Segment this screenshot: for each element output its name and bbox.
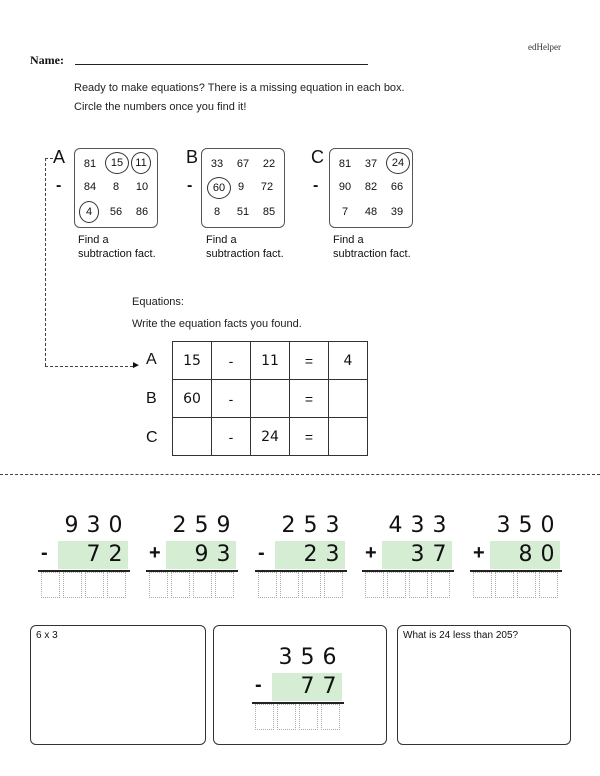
puzzle-c-hint (333, 233, 411, 261)
equations-title: Equations: (132, 296, 184, 308)
digit: 3 (496, 513, 511, 538)
name-label: Name: (30, 53, 64, 67)
connector-vertical (45, 158, 46, 366)
answer-box[interactable] (149, 572, 168, 598)
puzzle-a-number[interactable]: 84 (83, 181, 97, 193)
answer-box[interactable] (255, 704, 274, 730)
digit: 3 (410, 513, 425, 538)
equation-cell[interactable]: - (212, 342, 251, 380)
equation-row-label-a: A (146, 351, 157, 368)
answer-box[interactable] (387, 572, 406, 598)
brand-label: edHelper (528, 42, 561, 52)
puzzle-a-number-circled[interactable]: 11 (131, 152, 151, 174)
digit: 4 (388, 513, 403, 538)
digit: 8 (518, 542, 533, 567)
puzzle-b-grid (201, 148, 285, 228)
puzzle-c-grid (329, 148, 413, 228)
digit: 6 (322, 645, 337, 670)
digit: 3 (432, 513, 447, 538)
puzzle-a-number[interactable]: 86 (135, 206, 149, 218)
answer-box[interactable] (539, 572, 558, 598)
problem-4 (362, 511, 457, 596)
digit: 5 (518, 513, 533, 538)
puzzle-c-number[interactable]: 37 (364, 158, 378, 170)
digit: 3 (216, 542, 231, 567)
equation-cell[interactable] (173, 418, 212, 456)
equation-row-b (173, 380, 368, 418)
digit: 0 (540, 513, 555, 538)
instruction-line-2: Circle the numbers once you find it! (74, 101, 247, 113)
operator: + (473, 542, 485, 564)
connector-top (45, 158, 53, 159)
multiplication-prompt: 6 x 3 (36, 630, 58, 641)
puzzle-b-number[interactable]: 51 (236, 206, 250, 218)
equations-subtitle: Write the equation facts you found. (132, 318, 302, 330)
digit: 3 (410, 542, 425, 567)
digit: 7 (86, 542, 101, 567)
puzzle-b-hint-line-2: subtraction fact. (206, 248, 284, 260)
subtraction-box (213, 625, 387, 745)
digit: 0 (540, 542, 555, 567)
puzzle-b-number[interactable]: 33 (210, 158, 224, 170)
answer-box[interactable] (193, 572, 212, 598)
digit: 2 (172, 513, 187, 538)
digit: 2 (303, 542, 318, 567)
digit: 3 (278, 645, 293, 670)
equation-row-c (173, 418, 368, 456)
puzzle-a-hint (78, 233, 156, 261)
puzzle-a-number[interactable]: 56 (109, 206, 123, 218)
answer-box[interactable] (215, 572, 234, 598)
answer-box[interactable] (324, 572, 343, 598)
equation-cell[interactable]: = (290, 380, 329, 418)
equation-cell[interactable]: - (212, 418, 251, 456)
equation-cell[interactable]: 4 (329, 342, 368, 380)
puzzle-c-number[interactable]: 82 (364, 181, 378, 193)
digit: 9 (64, 513, 79, 538)
answer-box[interactable] (280, 572, 299, 598)
middle-problem (252, 643, 347, 728)
equation-cell[interactable]: 11 (251, 342, 290, 380)
puzzle-b-letter: B (186, 147, 199, 167)
equation-cell[interactable]: - (212, 380, 251, 418)
answer-box[interactable] (171, 572, 190, 598)
answer-box[interactable] (299, 704, 318, 730)
equation-row-label-c: C (146, 429, 158, 446)
puzzle-b-minus: - (187, 177, 193, 194)
puzzle-a-hint-line-2: subtraction fact. (78, 248, 156, 260)
puzzle-a-number-circled[interactable]: 4 (79, 201, 99, 223)
puzzle-c-number[interactable]: 66 (390, 181, 404, 193)
puzzle-a-grid (74, 148, 158, 228)
answer-box[interactable] (409, 572, 428, 598)
name-line[interactable] (75, 64, 368, 65)
puzzle-c-letter: C (311, 147, 324, 167)
digit: 5 (300, 645, 315, 670)
digit: 3 (325, 542, 340, 567)
digit: 2 (281, 513, 296, 538)
puzzle-a-number-circled[interactable]: 15 (105, 152, 129, 174)
answer-box[interactable] (365, 572, 384, 598)
problem-3 (255, 511, 350, 596)
puzzle-a-hint-line-1: Find a (78, 234, 109, 246)
puzzle-b-hint-line-1: Find a (206, 234, 237, 246)
puzzle-a-minus: - (56, 177, 62, 194)
equation-cell[interactable]: 24 (251, 418, 290, 456)
operator: + (149, 542, 161, 564)
answer-box[interactable] (431, 572, 450, 598)
equations-table (172, 341, 368, 456)
section-divider (0, 474, 600, 475)
puzzle-c-number[interactable]: 90 (338, 181, 352, 193)
puzzle-a-number[interactable]: 10 (135, 181, 149, 193)
digit: 7 (322, 674, 337, 699)
problem-1 (38, 511, 133, 596)
puzzle-c-number[interactable]: 81 (338, 158, 352, 170)
answer-box[interactable] (107, 572, 126, 598)
puzzle-c-number[interactable]: 7 (341, 206, 349, 218)
equation-cell[interactable]: = (290, 342, 329, 380)
puzzle-b-number[interactable]: 9 (237, 181, 245, 193)
answer-box[interactable] (277, 704, 296, 730)
puzzle-b-number[interactable]: 22 (262, 158, 276, 170)
digit: 3 (325, 513, 340, 538)
answer-box[interactable] (495, 572, 514, 598)
answer-box[interactable] (85, 572, 104, 598)
instruction-line-1: Ready to make equations? There is a missing equation in each box. (74, 82, 405, 94)
digit: 7 (300, 674, 315, 699)
equation-cell[interactable] (329, 418, 368, 456)
operator: - (258, 542, 265, 564)
equation-cell[interactable] (329, 380, 368, 418)
digit: 9 (194, 542, 209, 567)
answer-box[interactable] (41, 572, 60, 598)
operator: - (255, 674, 262, 696)
puzzle-c-number[interactable]: 48 (364, 206, 378, 218)
digit: 9 (216, 513, 231, 538)
puzzle-b-number[interactable]: 8 (213, 206, 221, 218)
answer-box[interactable] (473, 572, 492, 598)
digit: 7 (432, 542, 447, 567)
equation-cell[interactable]: = (290, 418, 329, 456)
problem-2 (146, 511, 241, 596)
puzzle-b-hint (206, 233, 284, 261)
digit: 2 (108, 542, 123, 567)
operator: + (365, 542, 377, 564)
digit: 5 (194, 513, 209, 538)
equation-row-a (173, 342, 368, 380)
puzzle-a-number[interactable]: 8 (112, 181, 120, 193)
puzzle-c-hint-line-1: Find a (333, 234, 364, 246)
word-problem-prompt: What is 24 less than 205? (403, 630, 519, 641)
multiplication-box[interactable] (30, 625, 206, 745)
answer-box[interactable] (321, 704, 340, 730)
puzzle-b-number-circled[interactable]: 60 (207, 177, 231, 199)
puzzle-c-number-circled[interactable]: 24 (386, 152, 410, 174)
puzzle-a-letter: A (53, 147, 66, 167)
digit: 0 (108, 513, 123, 538)
answer-box[interactable] (302, 572, 321, 598)
digit: 5 (303, 513, 318, 538)
equation-cell[interactable]: 60 (173, 380, 212, 418)
puzzle-c-minus: - (313, 177, 319, 194)
arrow-right-icon: ► (131, 360, 141, 371)
problem-5 (470, 511, 565, 596)
answer-box[interactable] (517, 572, 536, 598)
puzzle-c-number[interactable]: 39 (390, 206, 404, 218)
puzzle-a-number[interactable]: 81 (83, 158, 97, 170)
puzzle-b-number[interactable]: 67 (236, 158, 250, 170)
connector-bottom (45, 366, 133, 367)
answer-box[interactable] (258, 572, 277, 598)
word-problem-box[interactable] (397, 625, 571, 745)
operator: - (41, 542, 48, 564)
equation-cell[interactable]: 15 (173, 342, 212, 380)
puzzle-b-number[interactable]: 72 (260, 181, 274, 193)
answer-box[interactable] (63, 572, 82, 598)
equation-row-label-b: B (146, 390, 157, 407)
equation-cell[interactable] (251, 380, 290, 418)
puzzle-c-hint-line-2: subtraction fact. (333, 248, 411, 260)
digit: 3 (86, 513, 101, 538)
puzzle-b-number[interactable]: 85 (262, 206, 276, 218)
